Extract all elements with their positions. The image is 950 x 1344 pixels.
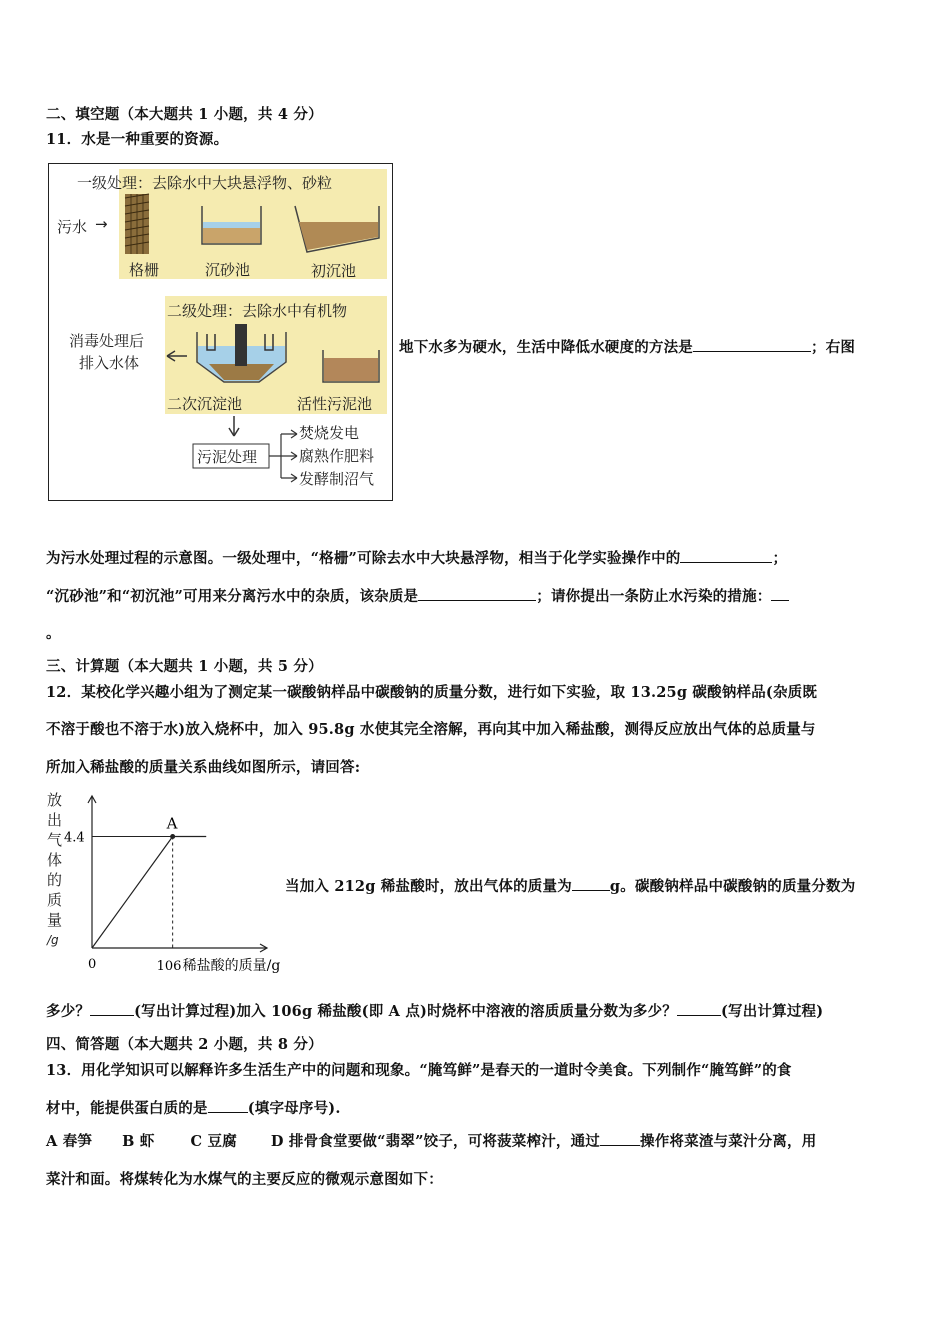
q13-line-4: 菜汁和面。将煤转化为水煤气的主要反应的微观示意图如下： [46, 1171, 443, 1188]
option-d: D 排骨食堂要做“翡翠”饺子，可将菠菜榨汁，通过 [270, 1133, 601, 1150]
ylabel-unit: /g [47, 933, 59, 947]
level1-label: 一级处理：去除水中大块悬浮物、砂粒 [77, 174, 333, 192]
answer-blank-7[interactable] [677, 1003, 721, 1016]
q11-line-4: 。 [46, 625, 61, 642]
ylabel-char: 气 [47, 831, 63, 849]
ylabel-char: 量 [47, 911, 63, 929]
sludge-treatment-label: 污泥处理 [197, 448, 258, 466]
primary-tank-icon [295, 206, 379, 252]
option-c: C 豆腐 [190, 1133, 237, 1150]
section-heading-calculation: 三、计算题（本大题共 1 小题，共 5 分） [46, 658, 323, 675]
ylabel-char: 的 [47, 871, 63, 889]
arrow-icon: → [95, 215, 108, 233]
grit-tank-icon [202, 206, 261, 244]
point-a-label: A [166, 814, 178, 833]
grit-tank-label: 沉砂池 [205, 261, 251, 279]
secondary-tank-label: 二次沉淀池 [167, 395, 243, 413]
y-tick-label: 4.4 [64, 830, 85, 846]
x-tick-label: 106 [156, 959, 182, 974]
answer-blank-8[interactable] [208, 1100, 248, 1113]
sludge-tank-label: 活性污泥池 [297, 395, 373, 413]
answer-blank-6[interactable] [90, 1003, 134, 1016]
q11-line-3: “沉砂池”和“初沉池”可用来分离污水中的杂质，该杂质是 ；请你提出一条防止水污染的措施： [46, 585, 789, 606]
chart-plot [40, 786, 285, 976]
origin-label: 0 [88, 957, 97, 972]
grille-icon [125, 194, 149, 254]
ylabel-char: 体 [47, 851, 63, 869]
q12-line-2: 不溶于酸也不溶于水)放入烧杯中，加入 95.8g 水使其完全溶解，再向其中加入稀盐酸，测得反应放出气体的总质量与 [46, 721, 816, 738]
option-a: A 春笋 [46, 1133, 93, 1150]
sewage-treatment-diagram [48, 163, 393, 501]
q12-line-5: 多少？ (写出计算过程)加入 106g 稀盐酸(即 A 点)时烧杯中溶液的溶质质量分数为多少？ (写出计算过程) [46, 1003, 824, 1020]
q13-line-1: 13．用化学知识可以解释许多生活生产中的问题和现象。“腌笃鲜”是春天的一道时令美食。下列制作“腌笃鲜”的食 [46, 1062, 792, 1079]
use-fertilizer: 腐熟作肥料 [299, 447, 375, 465]
q12-line-1: 12．某校化学兴趣小组为了测定某一碳酸钠样品中碳酸钠的质量分数，进行如下实验，取 13.25g 碳酸钠样品(杂质既 [46, 684, 818, 701]
answer-blank-3[interactable] [418, 588, 536, 601]
q11-text-right: 地下水多为硬水，生活中降低水硬度的方法是 ；右图 [399, 339, 856, 356]
q11-line-2: 为污水处理过程的示意图。一级处理中，“格栅”可除去水中大块悬浮物，相当于化学实验操作中的 ； [46, 550, 788, 567]
ylabel-char: 质 [47, 891, 63, 909]
disinfect-label-1: 消毒处理后 [69, 332, 145, 350]
answer-blank-2[interactable] [680, 550, 772, 563]
x-axis-label: 稀盐酸的质量/g [182, 958, 281, 974]
section-heading-short-answer: 四、简答题（本大题共 2 小题，共 8 分） [46, 1036, 323, 1053]
q13-line-2: 材中，能提供蛋白质的是 (填字母序号). [46, 1100, 341, 1117]
answer-blank-1[interactable] [693, 339, 811, 352]
grille-label: 格栅 [129, 261, 160, 279]
answer-blank-9[interactable] [600, 1133, 640, 1146]
q13-options: A 春笋 B 虾 C 豆腐 D 排骨食堂要做“翡翠”饺子，可将菠菜榨汁，通过 操作将菜渣与菜汁分离，用 [46, 1133, 817, 1150]
question-11-title: 11．水是一种重要的资源。 [46, 131, 229, 148]
q12-text-right: 当加入 212g 稀盐酸时，放出气体的质量为 g。碳酸钠样品中碳酸钠的质量分数为 [285, 878, 856, 895]
point-a-marker [170, 834, 175, 839]
disinfect-label-2: 排入水体 [79, 354, 140, 372]
primary-tank-label: 初沉池 [311, 262, 357, 280]
use-biogas: 发酵制沼气 [299, 470, 375, 488]
level2-label: 二级处理：去除水中有机物 [167, 302, 348, 320]
sewage-label: 污水 [57, 218, 88, 236]
answer-blank-4[interactable] [771, 588, 789, 601]
use-incineration: 焚烧发电 [299, 424, 360, 442]
ylabel-char: 放 [47, 791, 63, 809]
q12-line-3: 所加入稀盐酸的质量关系曲线如图所示，请回答: [46, 759, 361, 776]
option-b: B 虾 [122, 1133, 155, 1150]
section-heading-fill-in: 二、填空题（本大题共 1 小题，共 4 分） [46, 106, 323, 123]
answer-blank-5[interactable] [572, 878, 610, 891]
ylabel-char: 出 [47, 811, 63, 829]
secondary-tank-icon [197, 324, 286, 382]
series-line [92, 837, 206, 948]
sludge-tank-icon [323, 350, 379, 382]
gas-mass-chart [40, 786, 285, 976]
